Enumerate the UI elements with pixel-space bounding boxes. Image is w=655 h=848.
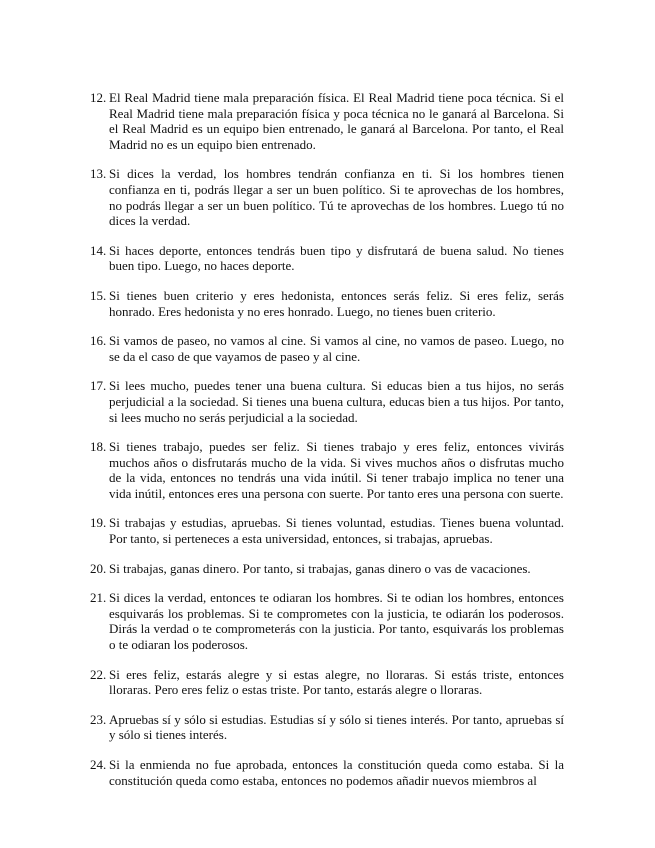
exercise-item [90, 712, 564, 743]
exercise-text: Si trabajas, ganas dinero. Por tanto, si trabajas, ganas dinero o vas de vacaciones. [109, 560, 531, 576]
exercise-number: 23. [90, 711, 107, 727]
exercise-item [90, 439, 564, 501]
exercise-item [90, 243, 564, 274]
exercise-number: 16. [90, 333, 107, 349]
exercise-item [90, 590, 564, 652]
exercise-item [90, 667, 564, 698]
exercise-item [90, 515, 564, 546]
exercise-list [90, 90, 564, 802]
exercise-item [90, 378, 564, 425]
exercise-text: Si vamos de paseo, no vamos al cine. Si vamos al cine, no vamos de paseo. Luego, no se da el caso de que vayamos de paseo y al cine. [109, 333, 564, 364]
exercise-number: 14. [90, 242, 107, 258]
exercise-text: Si dices la verdad, los hombres tendrán confianza en ti. Si los hombres tienen confianza en ti, podrás llegar a ser un buen político. Si te aprovechas de los hombres, no podrás llegar a ser un buen político. Tú te aprovechas de los hombres. Luego tú no dices la verdad. [109, 166, 564, 229]
exercise-item [90, 288, 564, 319]
exercise-text: Si haces deporte, entonces tendrás buen tipo y disfrutará de buena salud. No tienes buen tipo. Luego, no haces deporte. [109, 242, 564, 274]
exercise-number: 22. [90, 666, 107, 682]
exercise-text: Si trabajas y estudias, apruebas. Si tienes voluntad, estudias. Tienes buena voluntad. Por tanto, si perteneces a esta universidad, entonces, si trabajas, apruebas. [109, 515, 564, 547]
exercise-text: Si eres feliz, estarás alegre y si estas alegre, no lloraras. Si estás triste, entonces lloraras. Pero eres feliz o estas triste. Por tanto, estarás alegre o lloraras. [109, 666, 564, 698]
exercise-item [90, 90, 564, 152]
exercise-text: Si lees mucho, puedes tener una buena cultura. Si educas bien a tus hijos, no serás perjudicial a la sociedad. Si tienes una buena cultura, educas bien a tus hijos. Por tanto, si lees mucho no serás perjudicial a la sociedad. [109, 378, 564, 425]
exercise-item [90, 757, 564, 788]
exercise-number: 21. [90, 590, 107, 606]
exercise-text: Si la enmienda no fue aprobada, entonces la constitución queda como estaba. Si la constitución queda como estaba, entonces no podemos añadir nuevos miembros al [109, 757, 564, 788]
exercise-text: Si tienes trabajo, puedes ser feliz. Si tienes trabajo y eres feliz, entonces vivirás muchos años o disfrutarás mucho de la vida. Si vives muchos años o disfrutas mucho de la vida, entonces no tendrás una vida inútil. Si tener trabajo implica no tener una vida inútil, entonces eres una persona con suerte. Por tanto eres una persona con suerte. [109, 439, 564, 501]
exercise-number: 15. [90, 287, 107, 303]
exercise-number: 18. [90, 439, 107, 455]
exercise-text: El Real Madrid tiene mala preparación física. El Real Madrid tiene poca técnica. Si el Real Madrid tiene mala preparación física y poca técnica no le ganará al Barcelona. Si el Real Madrid es un equipo bien entrenado, le ganará al Barcelona. Por tanto, el Real Madrid no es un equipo bien entrenado. [109, 90, 564, 152]
exercise-number: 24. [90, 757, 107, 772]
exercise-text: Si tienes buen criterio y eres hedonista, entonces serás feliz. Si eres feliz, serás honrado. Eres hedonista y no eres honrado. Luego, no tienes buen criterio. [109, 287, 564, 319]
exercise-item [90, 561, 564, 577]
exercise-item [90, 333, 564, 364]
exercise-number: 13. [90, 166, 107, 182]
exercise-number: 17. [90, 378, 107, 394]
exercise-number: 12. [90, 90, 107, 105]
exercise-text: Si dices la verdad, entonces te odiaran los hombres. Si te odian los hombres, entonces esquivarás los problemas. Si te comprometes con la justicia, te odiarán los poderosos. Dirás la verdad o te comprometerás con la justicia. Por tanto, esquivarás los problemas o te odiaran los poderosos. [109, 590, 564, 653]
exercise-number: 20. [90, 560, 107, 576]
exercise-number: 19. [90, 515, 107, 531]
exercise-item [90, 166, 564, 228]
exercise-text: Apruebas sí y sólo si estudias. Estudias sí y sólo si tienes interés. Por tanto, apruebas sí y sólo si tienes interés. [109, 711, 564, 743]
